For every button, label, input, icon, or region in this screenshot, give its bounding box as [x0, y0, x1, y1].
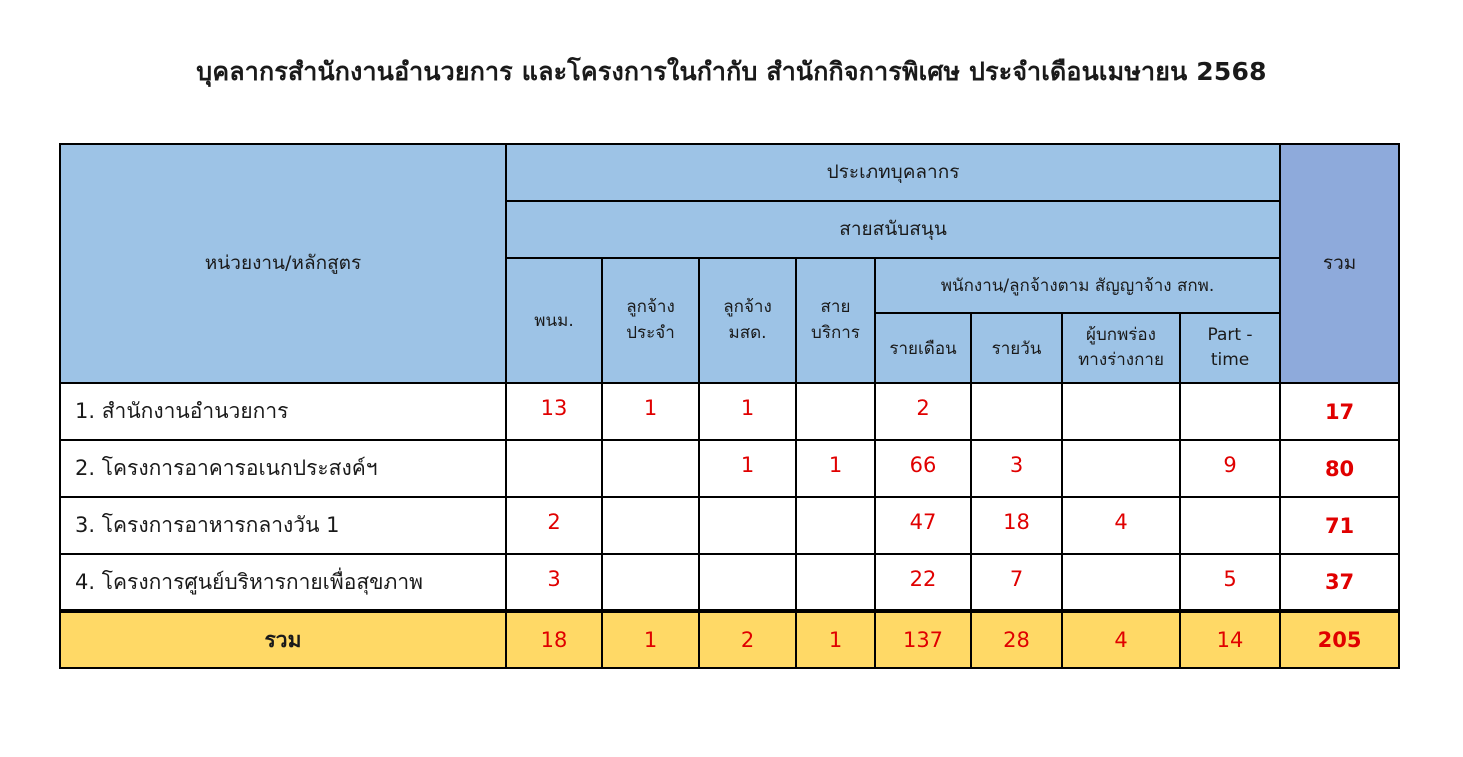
- header-personnel-type: ประเภทบุคลากร: [506, 144, 1280, 201]
- disabled-staff-cell: [1062, 440, 1180, 497]
- disabled-staff-cell: 4: [1062, 497, 1180, 554]
- parttime-cell: [1180, 383, 1280, 440]
- header-service-line1: สาย: [820, 297, 851, 317]
- msd-employee-cell: 1: [699, 383, 796, 440]
- table-row: [60, 383, 1399, 440]
- summary-grand-total: 205: [1280, 611, 1399, 668]
- msd-employee-cell: 1: [699, 440, 796, 497]
- parttime-cell: 5: [1180, 554, 1280, 611]
- header-service-line: [796, 258, 875, 383]
- permanent-employee-cell: [602, 497, 699, 554]
- summary-daily: 28: [971, 611, 1062, 668]
- summary-row: [60, 611, 1399, 668]
- monthly-cell: 66: [875, 440, 971, 497]
- row-total-cell: 80: [1280, 440, 1399, 497]
- daily-cell: [971, 383, 1062, 440]
- disabled-staff-cell: [1062, 383, 1180, 440]
- service-line-cell: [796, 383, 875, 440]
- university-staff-cell: [506, 440, 602, 497]
- header-daily: [971, 313, 1062, 383]
- msd-employee-cell: [699, 497, 796, 554]
- permanent-employee-cell: [602, 554, 699, 611]
- header-permanent-employee: [602, 258, 699, 383]
- monthly-cell: 2: [875, 383, 971, 440]
- header-monthly: [875, 313, 971, 383]
- msd-employee-cell: [699, 554, 796, 611]
- header-disabled-staff-line2: ทางร่างกาย: [1078, 350, 1164, 370]
- university-staff-cell: 13: [506, 383, 602, 440]
- header-monthly-label: รายเดือน: [889, 338, 957, 359]
- service-line-cell: 1: [796, 440, 875, 497]
- header-total: รวม: [1280, 144, 1399, 383]
- row-total-cell: 17: [1280, 383, 1399, 440]
- page-title: บุคลากรสำนักงานอำนวยการ และโครงการในกำกับ สำนักกิจการพิเศษ ประจำเดือนเมษายน 2568: [196, 57, 1267, 86]
- monthly-cell: 22: [875, 554, 971, 611]
- header-msd-employee: [699, 258, 796, 383]
- header-service-line2: บริการ: [811, 322, 860, 343]
- summary-parttime: 14: [1180, 611, 1280, 668]
- header-support-line: สายสนับสนุน: [506, 201, 1280, 258]
- row-total-cell: 71: [1280, 497, 1399, 554]
- header-university-staff: [506, 258, 602, 383]
- permanent-employee-cell: 1: [602, 383, 699, 440]
- unit-name-cell: 2. โครงการอาคารอเนกประสงค์ฯ: [60, 440, 506, 497]
- summary-university-staff: 18: [506, 611, 602, 668]
- header-parttime-line1: Part -: [1207, 324, 1253, 345]
- service-line-cell: [796, 554, 875, 611]
- daily-cell: 18: [971, 497, 1062, 554]
- header-msd-employee-line2: มสด.: [728, 322, 767, 343]
- summary-monthly: 137: [875, 611, 971, 668]
- summary-label: รวม: [60, 611, 506, 668]
- row-total-cell: 37: [1280, 554, 1399, 611]
- daily-cell: 7: [971, 554, 1062, 611]
- header-contract-group-label: พนักงาน/ลูกจ้างตาม สัญญาจ้าง สกพ.: [940, 276, 1215, 297]
- unit-name-cell: 1. สำนักงานอำนวยการ: [60, 383, 506, 440]
- personnel-table: [59, 143, 1400, 669]
- header-university-staff-label: พนม.: [534, 311, 574, 332]
- daily-cell: 3: [971, 440, 1062, 497]
- summary-permanent-employee: 1: [602, 611, 699, 668]
- unit-name-cell: 4. โครงการศูนย์บริหารกายเพื่อสุขภาพ: [60, 554, 506, 611]
- university-staff-cell: 2: [506, 497, 602, 554]
- summary-service-line: 1: [796, 611, 875, 668]
- summary-disabled-staff: 4: [1062, 611, 1180, 668]
- unit-name-cell: 3. โครงการอาหารกลางวัน 1: [60, 497, 506, 554]
- header-unit: หน่วยงาน/หลักสูตร: [60, 144, 506, 383]
- header-parttime-line2: time: [1210, 350, 1250, 370]
- header-contract-group: [875, 258, 1280, 313]
- header-disabled-staff-line1: ผู้บกพร่อง: [1086, 324, 1156, 345]
- service-line-cell: [796, 497, 875, 554]
- header-disabled-staff: [1062, 313, 1180, 383]
- header-msd-employee-line1: ลูกจ้าง: [723, 297, 772, 317]
- header-daily-label: รายวัน: [991, 338, 1042, 359]
- header-parttime: [1180, 313, 1280, 383]
- parttime-cell: [1180, 497, 1280, 554]
- parttime-cell: 9: [1180, 440, 1280, 497]
- permanent-employee-cell: [602, 440, 699, 497]
- disabled-staff-cell: [1062, 554, 1180, 611]
- table-row: [60, 554, 1399, 611]
- header-permanent-employee-line1: ลูกจ้าง: [626, 297, 675, 317]
- table-row: [60, 440, 1399, 497]
- monthly-cell: 47: [875, 497, 971, 554]
- header-permanent-employee-line2: ประจำ: [626, 322, 675, 343]
- university-staff-cell: 3: [506, 554, 602, 611]
- summary-msd-employee: 2: [699, 611, 796, 668]
- table-row: [60, 497, 1399, 554]
